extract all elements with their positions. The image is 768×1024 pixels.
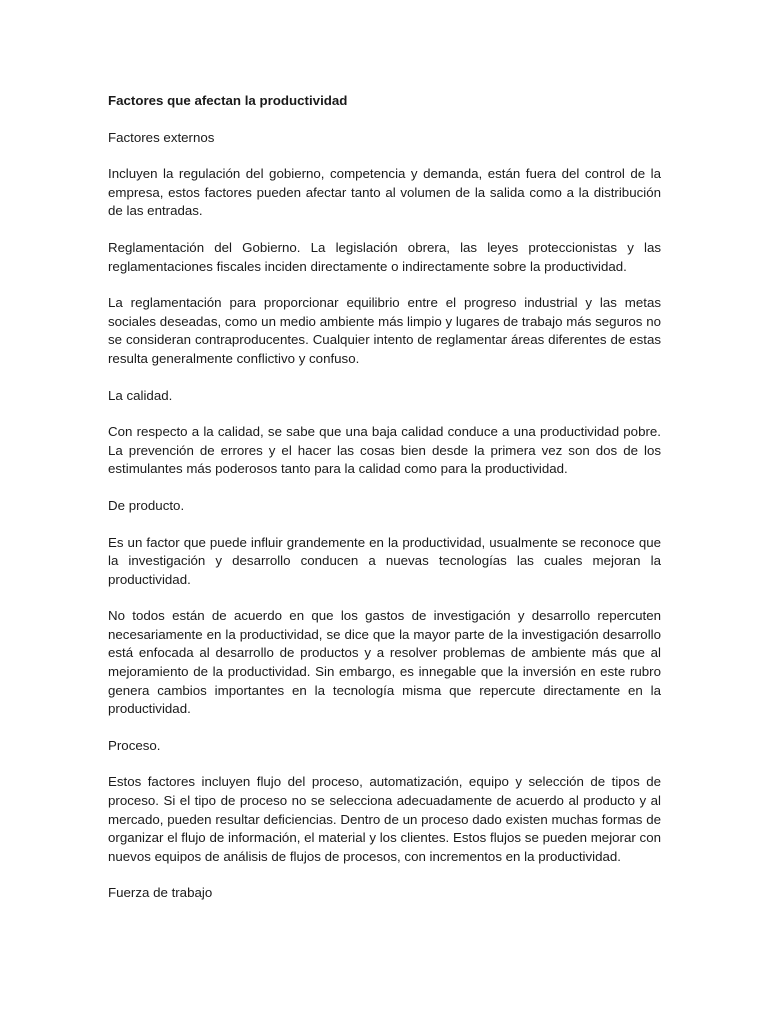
section-heading-producto: De producto. (108, 497, 185, 513)
paragraph-reglamentacion-equilibrio: La reglamentación para proporcionar equilibrio entre el progreso industrial y las metas sociales deseadas, como un medio ambiente más limpio y lugares de trabajo más seguros no se consideran contraproducentes. Cualquier intento de reglamentar áreas diferentes de estas resulta generalmente conflictivo y confuso. (108, 295, 661, 366)
section-heading-proceso: Proceso. (108, 737, 161, 753)
paragraph-proceso: Estos factores incluyen flujo del proceso, automatización, equipo y selección de tipos de proceso. Si el tipo de proceso no se selecciona adecuadamente de acuerdo al producto y al mercado, pueden resultar deficiencias. Dentro de un proceso dado existen muchas formas de organizar el flujo de información, el material y los clientes. Estos flujos se pueden mejorar con nuevos equipos de análisis de flujos de procesos, con incrementos en la productividad. (108, 774, 661, 864)
paragraph-producto-factor: Es un factor que puede influir grandemente en la productividad, usualmente se reconoce que la investigación y desarrollo conducen a nuevas tecnologías las cuales mejoran la productividad. (108, 534, 661, 587)
section-heading-factores-externos: Factores externos (108, 129, 215, 145)
section-heading-calidad: La calidad. (108, 387, 173, 403)
document-title: Factores que afectan la productividad (108, 93, 348, 108)
paragraph-calidad: Con respecto a la calidad, se sabe que una baja calidad conduce a una productividad pobre. La prevención de errores y el hacer las cosas bien desde la primera vez son dos de los estimulantes más poderosos tanto para la calidad como para la productividad. (108, 424, 661, 477)
document-page (108, 92, 661, 921)
paragraph-reglamentacion-gobierno: Reglamentación del Gobierno. La legislación obrera, las leyes proteccionistas y las reglamentaciones fiscales inciden directamente o indirectamente sobre la productividad. (108, 239, 661, 274)
paragraph-producto-investigacion: No todos están de acuerdo en que los gastos de investigación y desarrollo repercuten necesariamente en la productividad, se dice que la mayor parte de la investigación desarrollo está enfocada al desarrollo de productos y a resolver problemas de ambiente más que al mejoramiento de la productividad. Sin embargo, es innegable que la inversión en este rubro genera cambios importantes en la tecnología misma que repercute directamente en la productividad. (108, 608, 661, 717)
paragraph-factores-externos: Incluyen la regulación del gobierno, competencia y demanda, están fuera del control de la empresa, estos factores pueden afectar tanto al volumen de la salida como a la distribución de las entradas. (108, 166, 661, 219)
section-heading-fuerza-trabajo: Fuerza de trabajo (108, 885, 213, 901)
